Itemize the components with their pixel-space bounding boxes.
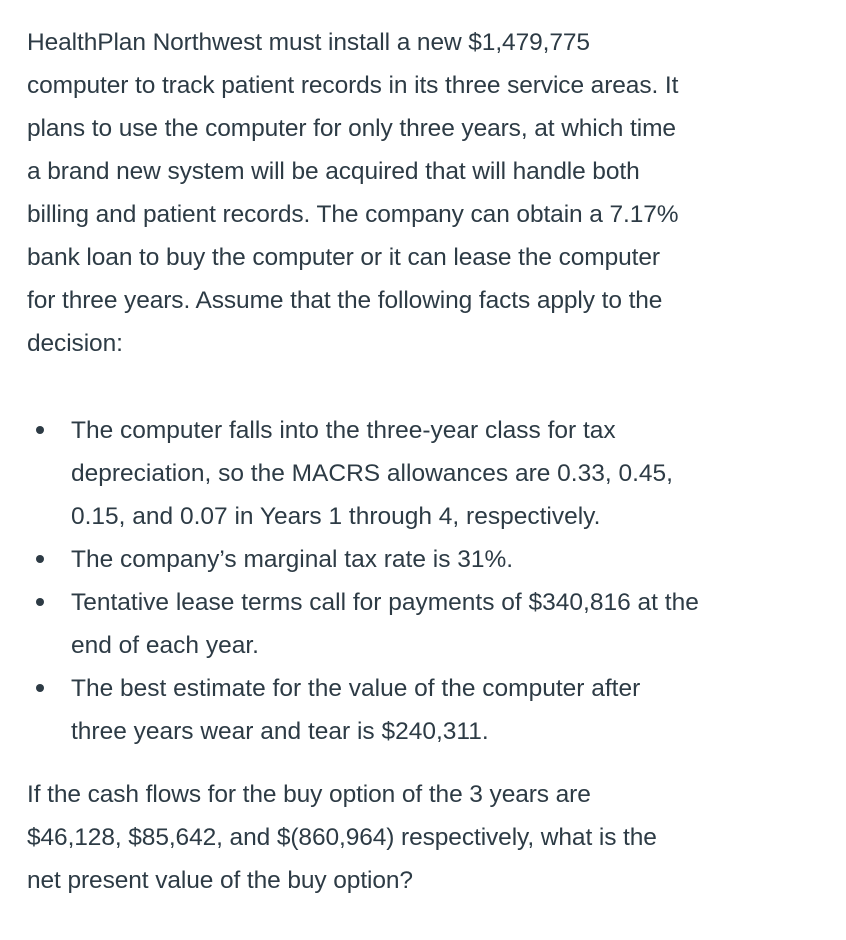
fact-item-residual-value <box>27 667 827 753</box>
problem-document <box>27 21 827 902</box>
fact-line: 0.15, and 0.07 in Years 1 through 4, respectively. <box>71 503 601 530</box>
fact-item-lease-terms <box>27 581 827 667</box>
question-paragraph <box>27 773 827 902</box>
bullet-icon <box>36 426 44 434</box>
bullet-icon <box>36 598 44 606</box>
fact-line: Tentative lease terms call for payments of $340,816 at the <box>71 589 699 616</box>
question-line: $46,128, $85,642, and $(860,964) respectively, what is the <box>27 824 657 851</box>
intro-line: a brand new system will be acquired that will handle both <box>27 158 640 185</box>
intro-line: bank loan to buy the computer or it can lease the computer <box>27 244 660 271</box>
facts-list <box>27 409 827 753</box>
bullet-icon <box>36 555 44 563</box>
bullet-icon <box>36 684 44 692</box>
intro-line: decision: <box>27 330 123 357</box>
intro-line: HealthPlan Northwest must install a new $1,479,775 <box>27 29 590 56</box>
fact-line: depreciation, so the MACRS allowances are 0.33, 0.45, <box>71 460 673 487</box>
fact-item-macrs <box>27 409 827 538</box>
question-line: If the cash flows for the buy option of the 3 years are <box>27 781 591 808</box>
intro-line: for three years. Assume that the following facts apply to the <box>27 287 663 314</box>
fact-line: three years wear and tear is $240,311. <box>71 718 489 745</box>
fact-line: The company’s marginal tax rate is 31%. <box>71 546 514 573</box>
fact-line: end of each year. <box>71 632 259 659</box>
question-line: net present value of the buy option? <box>27 867 413 894</box>
fact-line: The computer falls into the three-year class for tax <box>71 417 616 444</box>
intro-line: billing and patient records. The company can obtain a 7.17% <box>27 201 679 228</box>
intro-paragraph <box>27 21 827 365</box>
intro-line: computer to track patient records in its three service areas. It <box>27 72 679 99</box>
fact-line: The best estimate for the value of the computer after <box>71 675 641 702</box>
intro-line: plans to use the computer for only three years, at which time <box>27 115 676 142</box>
fact-item-tax-rate <box>27 538 827 581</box>
